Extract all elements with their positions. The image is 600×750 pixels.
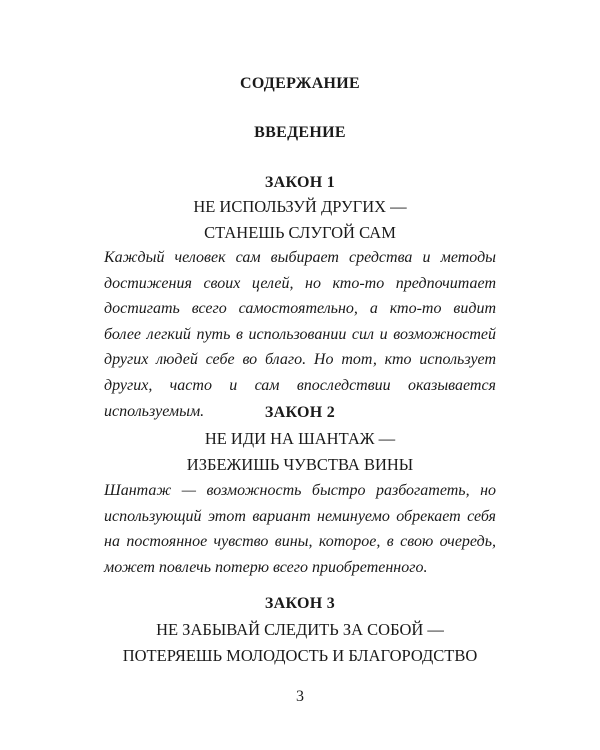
introduction-heading: ВВЕДЕНИЕ [254,124,346,141]
law-1-heading: ЗАКОН 1 [264,174,336,191]
law-3-heading: ЗАКОН 3 [264,595,336,612]
law-1-subtitle-line-2: СТАНЕШЬ СЛУГОЙ САМ [204,223,396,242]
page-number: 3 [296,688,304,705]
law-2-heading: ЗАКОН 2 [264,404,336,421]
law-1-description: Каждый человек сам выбирает средства и методы достижения своих целей, но кто-то предпочитает достигать всего самостоятельно, а кто-то видит более легкий путь в использовании сил и возможностей других людей себе во благо. Но тот, кто использует других, часто и сам впоследствии оказывается используемым. [104,249,496,420]
toc-title: СОДЕРЖАНИЕ [239,75,361,92]
law-2-subtitle-line-2: ИЗБЕЖИШЬ ЧУВСТВА ВИНЫ [186,455,414,474]
law-2-subtitle-line-1: НЕ ИДИ НА ШАНТАЖ — [204,429,396,448]
law-3-subtitle-line-1: НЕ ЗАБЫВАЙ СЛЕДИТЬ ЗА СОБОЙ — [156,620,444,639]
law-3-subtitle-line-2: ПОТЕРЯЕШЬ МОЛОДОСТЬ И БЛАГОРОДСТВО [122,646,478,665]
law-2-description: Шантаж — возможность быстро разбогатеть, но использующий этот вариант неминуемо обрекает себя на постоянное чувство вины, которое, в свою очередь, может повлечь потерю всего приобретенного. [104,482,496,576]
law-1-subtitle-line-1: НЕ ИСПОЛЬЗУЙ ДРУГИХ — [193,197,407,216]
